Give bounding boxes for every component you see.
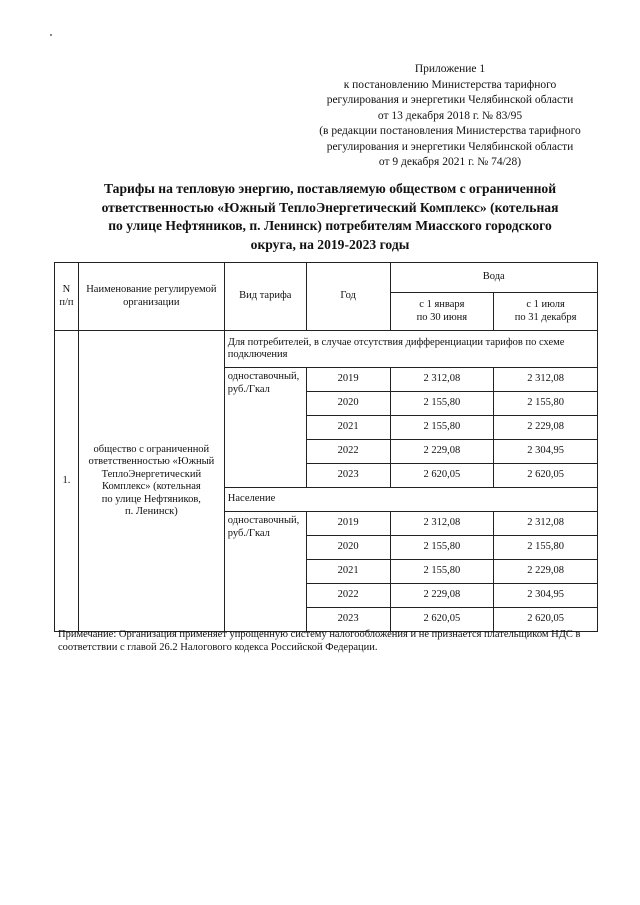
tariff-value-period-1: 2 155,80 (390, 416, 494, 440)
organization-line: ТеплоЭнергетический (101, 468, 202, 480)
appendix-line: к постановлению Министерства тарифного (343, 78, 557, 91)
year-cell: 2021 (306, 416, 390, 440)
tariff-value-period-1: 2 229,08 (390, 440, 494, 464)
tariff-value-period-1: 2 312,08 (390, 512, 494, 536)
year-cell: 2020 (306, 536, 390, 560)
tariff-value-period-1: 2 229,08 (390, 584, 494, 608)
tariff-value-period-2: 2 312,08 (494, 368, 598, 392)
header-period-2 (494, 293, 598, 331)
appendix-line: (в редакции постановления Министерства тарифного (319, 125, 581, 137)
tariff-table (54, 262, 598, 632)
tariff-value-period-2: 2 620,05 (494, 608, 598, 632)
organization-name (78, 331, 224, 632)
title-line: Тарифы на тепловую энергию, поставляемую обществом с ограниченной (103, 181, 557, 196)
year-cell: 2019 (306, 368, 390, 392)
tariff-value-period-2: 2 155,80 (494, 392, 598, 416)
tariff-value-period-2: 2 620,05 (494, 464, 598, 488)
tariff-type-line: руб./Гкал (227, 383, 270, 395)
tariff-type-line: одноставочный, (227, 515, 300, 526)
header-period-1 (390, 293, 494, 331)
title-line: округа, на 2019-2023 годы (250, 236, 410, 252)
header-year: Год (306, 263, 390, 331)
header-water-group: Вода (390, 263, 597, 293)
appendix-line: Приложение 1 (414, 63, 486, 75)
organization-line: Комплекс» (котельная (102, 481, 201, 492)
tariff-value-period-2: 2 304,95 (494, 584, 598, 608)
appendix-line: от 13 декабря 2018 г. № 83/95 (377, 109, 523, 122)
tariff-value-period-1: 2 620,05 (390, 608, 494, 632)
title-line: ответственностью «Южный ТеплоЭнергетический Комплекс» (котельная (101, 199, 559, 215)
section-heading: Для потребителей, в случае отсутствия дифференциации тарифов по схеме подключения (224, 331, 597, 368)
tariff-value-period-1: 2 155,80 (390, 560, 494, 584)
title-line: по улице Нефтяников, п. Ленинск) потребителям Миасского городского (108, 218, 552, 233)
tariff-value-period-2: 2 155,80 (494, 536, 598, 560)
tariff-value-period-2: 2 304,95 (494, 440, 598, 464)
year-cell: 2022 (306, 584, 390, 608)
appendix-line: от 9 декабря 2021 г. № 74/28) (378, 156, 522, 168)
year-cell: 2023 (306, 464, 390, 488)
header-period-1-line: с 1 января (419, 299, 465, 310)
organization-line: общество с ограниченной (93, 443, 210, 455)
scan-artifact-dot (50, 34, 52, 36)
tariff-type-line: одноставочный, (227, 371, 300, 382)
organization-line: ответственностью «Южный (88, 456, 215, 467)
tariff-value-period-2: 2 229,08 (494, 416, 598, 440)
year-cell: 2022 (306, 440, 390, 464)
header-number-line: п/п (59, 296, 74, 308)
tariff-value-period-2: 2 312,08 (494, 512, 598, 536)
row-number: 1. (55, 331, 79, 632)
document-title (60, 180, 600, 254)
header-organization: Наименование регулируемой организации (78, 263, 224, 331)
tariff-type-cell (224, 512, 306, 632)
footnote: Примечание: Организация применяет упрощенную систему налогообложения и не признается плательщиком НДС в соответствии с главой 26.2 Налогового кодекса Российской Федерации. (58, 629, 581, 653)
tariff-value-period-1: 2 155,80 (390, 392, 494, 416)
tariff-type-line: руб./Гкал (227, 527, 270, 539)
tariff-value-period-2: 2 229,08 (494, 560, 598, 584)
section-heading: Население (224, 488, 597, 512)
tariff-value-period-1: 2 312,08 (390, 368, 494, 392)
header-period-2-line: по 31 декабря (514, 311, 577, 323)
header-period-1-line: по 30 июня (416, 311, 468, 323)
appendix-line: регулирования и энергетики Челябинской области (326, 94, 574, 106)
year-cell: 2019 (306, 512, 390, 536)
tariff-type-cell (224, 368, 306, 488)
year-cell: 2023 (306, 608, 390, 632)
year-cell: 2021 (306, 560, 390, 584)
year-cell: 2020 (306, 392, 390, 416)
header-number-line: N (62, 284, 71, 295)
appendix-line: регулирования и энергетики Челябинской области (326, 140, 574, 153)
organization-line: по улице Нефтяников, (101, 493, 201, 505)
tariff-value-period-1: 2 620,05 (390, 464, 494, 488)
organization-line: п. Ленинск) (125, 506, 178, 517)
header-period-2-line: с 1 июля (526, 299, 565, 310)
header-number (55, 263, 79, 331)
tariff-value-period-1: 2 155,80 (390, 536, 494, 560)
header-tariff-type: Вид тарифа (224, 263, 306, 331)
appendix-reference (290, 62, 610, 171)
